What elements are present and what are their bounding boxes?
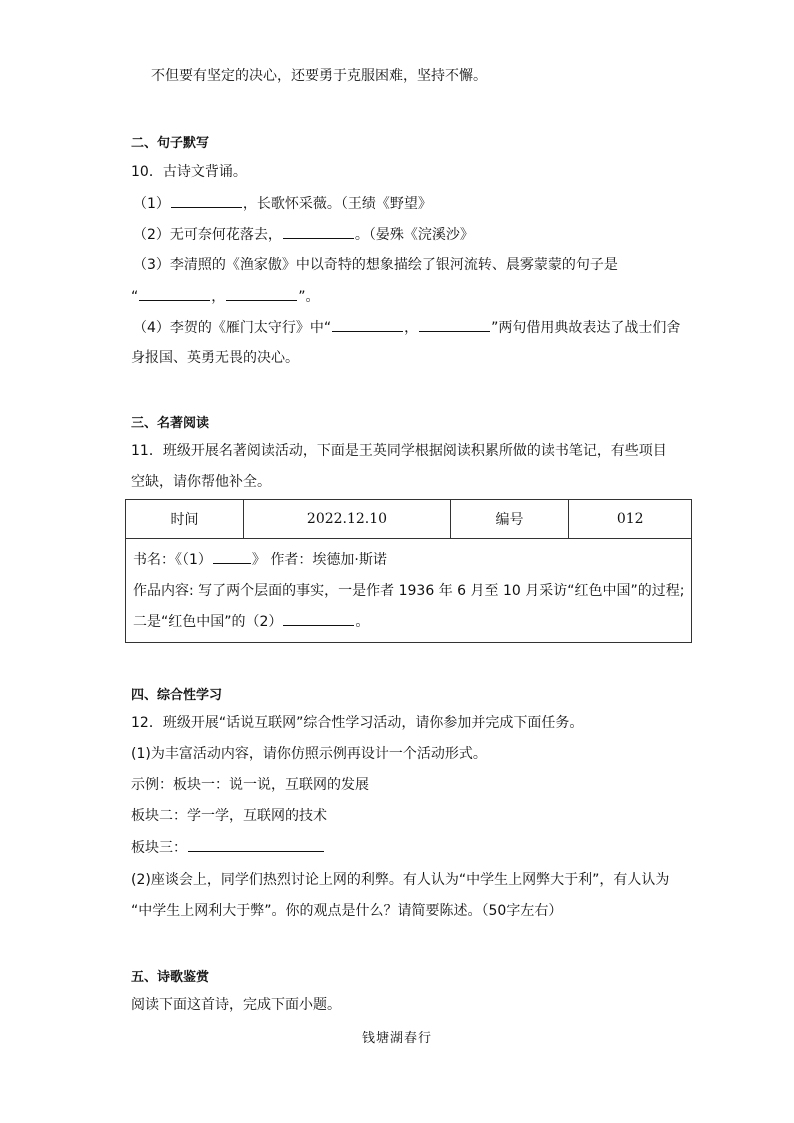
q12-part-1: (1)为丰富活动内容，请你仿照示例再设计一个活动形式。 xyxy=(131,746,487,762)
content-line1: 作品内容: 写了两个层面的事实，一是作者 1936 年 6 月至 10 月采访“红色中国”的过程; xyxy=(133,583,685,599)
q10-item-1-suffix: ，长歌怀采薇。（王绩《野望》 xyxy=(242,196,432,212)
reading-notes-table xyxy=(125,499,692,643)
q12-part-2-line2: “中学生上网利大于弊”。你的观点是什么？请简要陈述。（50字左右） xyxy=(131,903,563,919)
question-12-title: 12．班级开展“话说互联网”综合性学习活动，请你参加并完成下面任务。 xyxy=(131,715,584,731)
question-11-line1: 11．班级开展名著阅读活动，下面是王英同学根据阅读积累所做的读书笔记，有些项目 xyxy=(131,443,667,459)
table-row xyxy=(126,539,692,643)
poem-title: 钱塘湖春行 xyxy=(361,1031,432,1046)
comma: ， xyxy=(404,320,419,336)
q10-item-4-prefix: （4）李贺的《雁门太守行》中“ xyxy=(133,320,332,336)
section-5-heading: 五、诗歌鉴赏 xyxy=(131,970,210,985)
q10-item-4-line2: 身报国、英勇无畏的决心。 xyxy=(131,350,299,366)
section-4-heading: 四、综合性学习 xyxy=(131,688,223,703)
close-quote: ”。 xyxy=(298,289,320,305)
time-label: 时间 xyxy=(126,500,244,539)
section-2-heading: 二、句子默写 xyxy=(131,136,210,151)
poetry-instruction: 阅读下面这首诗，完成下面小题。 xyxy=(131,997,341,1013)
q10-item-1 xyxy=(133,193,432,214)
table-row xyxy=(126,500,692,539)
blank-q10-1[interactable] xyxy=(171,193,242,208)
book-suffix: 》 作者：埃德加·斯诺 xyxy=(251,552,387,568)
section-3-heading: 三、名著阅读 xyxy=(131,416,210,431)
content-suffix: 。 xyxy=(355,614,370,630)
question-11-line2: 空缺，请你帮他补全。 xyxy=(131,474,271,490)
time-value: 2022.12.10 xyxy=(244,500,451,539)
blank-q10-3b[interactable] xyxy=(226,286,297,301)
q10-item-2-prefix: （2）无可奈何花落去， xyxy=(133,227,282,243)
blank-q10-4b[interactable] xyxy=(419,317,490,332)
q10-item-1-prefix: （1） xyxy=(133,196,170,212)
book-prefix: 书名：《（1） xyxy=(133,552,212,568)
intro-line: 不但要有坚定的决心，还要勇于克服困难，坚持不懈。 xyxy=(151,68,487,84)
q10-item-2-suffix: 。（晏殊《浣溪沙》 xyxy=(354,227,474,243)
q10-item-3-line1: （3）李清照的《渔家傲》中以奇特的想象描绘了银河流转、晨雾蒙蒙的句子是 xyxy=(133,257,618,273)
q12-block-2: 板块二：学一学，互联网的技术 xyxy=(131,808,327,824)
open-quote: “ xyxy=(131,289,139,305)
blank-q10-2[interactable] xyxy=(283,224,354,239)
q12-block-3 xyxy=(131,837,325,858)
book-line xyxy=(133,545,684,576)
question-10-title: 10．古诗文背诵。 xyxy=(131,164,247,180)
blank-q10-3a[interactable] xyxy=(139,286,210,301)
blank-q10-4a[interactable] xyxy=(332,317,403,332)
q12-example: 示例：板块一：说一说，互联网的发展 xyxy=(131,777,369,793)
q12-part-2-line1: (2)座谈会上，同学们热烈讨论上网的利弊。有人认为“中学生上网弊大于利”，有人认为 xyxy=(131,872,670,888)
content-prefix: 二是“红色中国”的（2） xyxy=(133,614,283,630)
q10-item-2 xyxy=(133,224,474,245)
comma: ， xyxy=(211,289,226,305)
number-label: 编号 xyxy=(451,500,569,539)
q10-item-4-line1 xyxy=(133,317,680,338)
q10-item-4-suffix: ”两句借用典故表达了战士们舍 xyxy=(491,320,681,336)
blank-block-3[interactable] xyxy=(188,837,324,852)
number-value: 012 xyxy=(569,500,692,539)
q10-item-3-line2 xyxy=(131,286,320,307)
blank-book-title[interactable] xyxy=(213,549,251,564)
content-line2 xyxy=(133,607,684,638)
block-3-label: 板块三： xyxy=(131,840,187,856)
blank-content[interactable] xyxy=(283,611,354,626)
notes-body xyxy=(126,539,692,643)
